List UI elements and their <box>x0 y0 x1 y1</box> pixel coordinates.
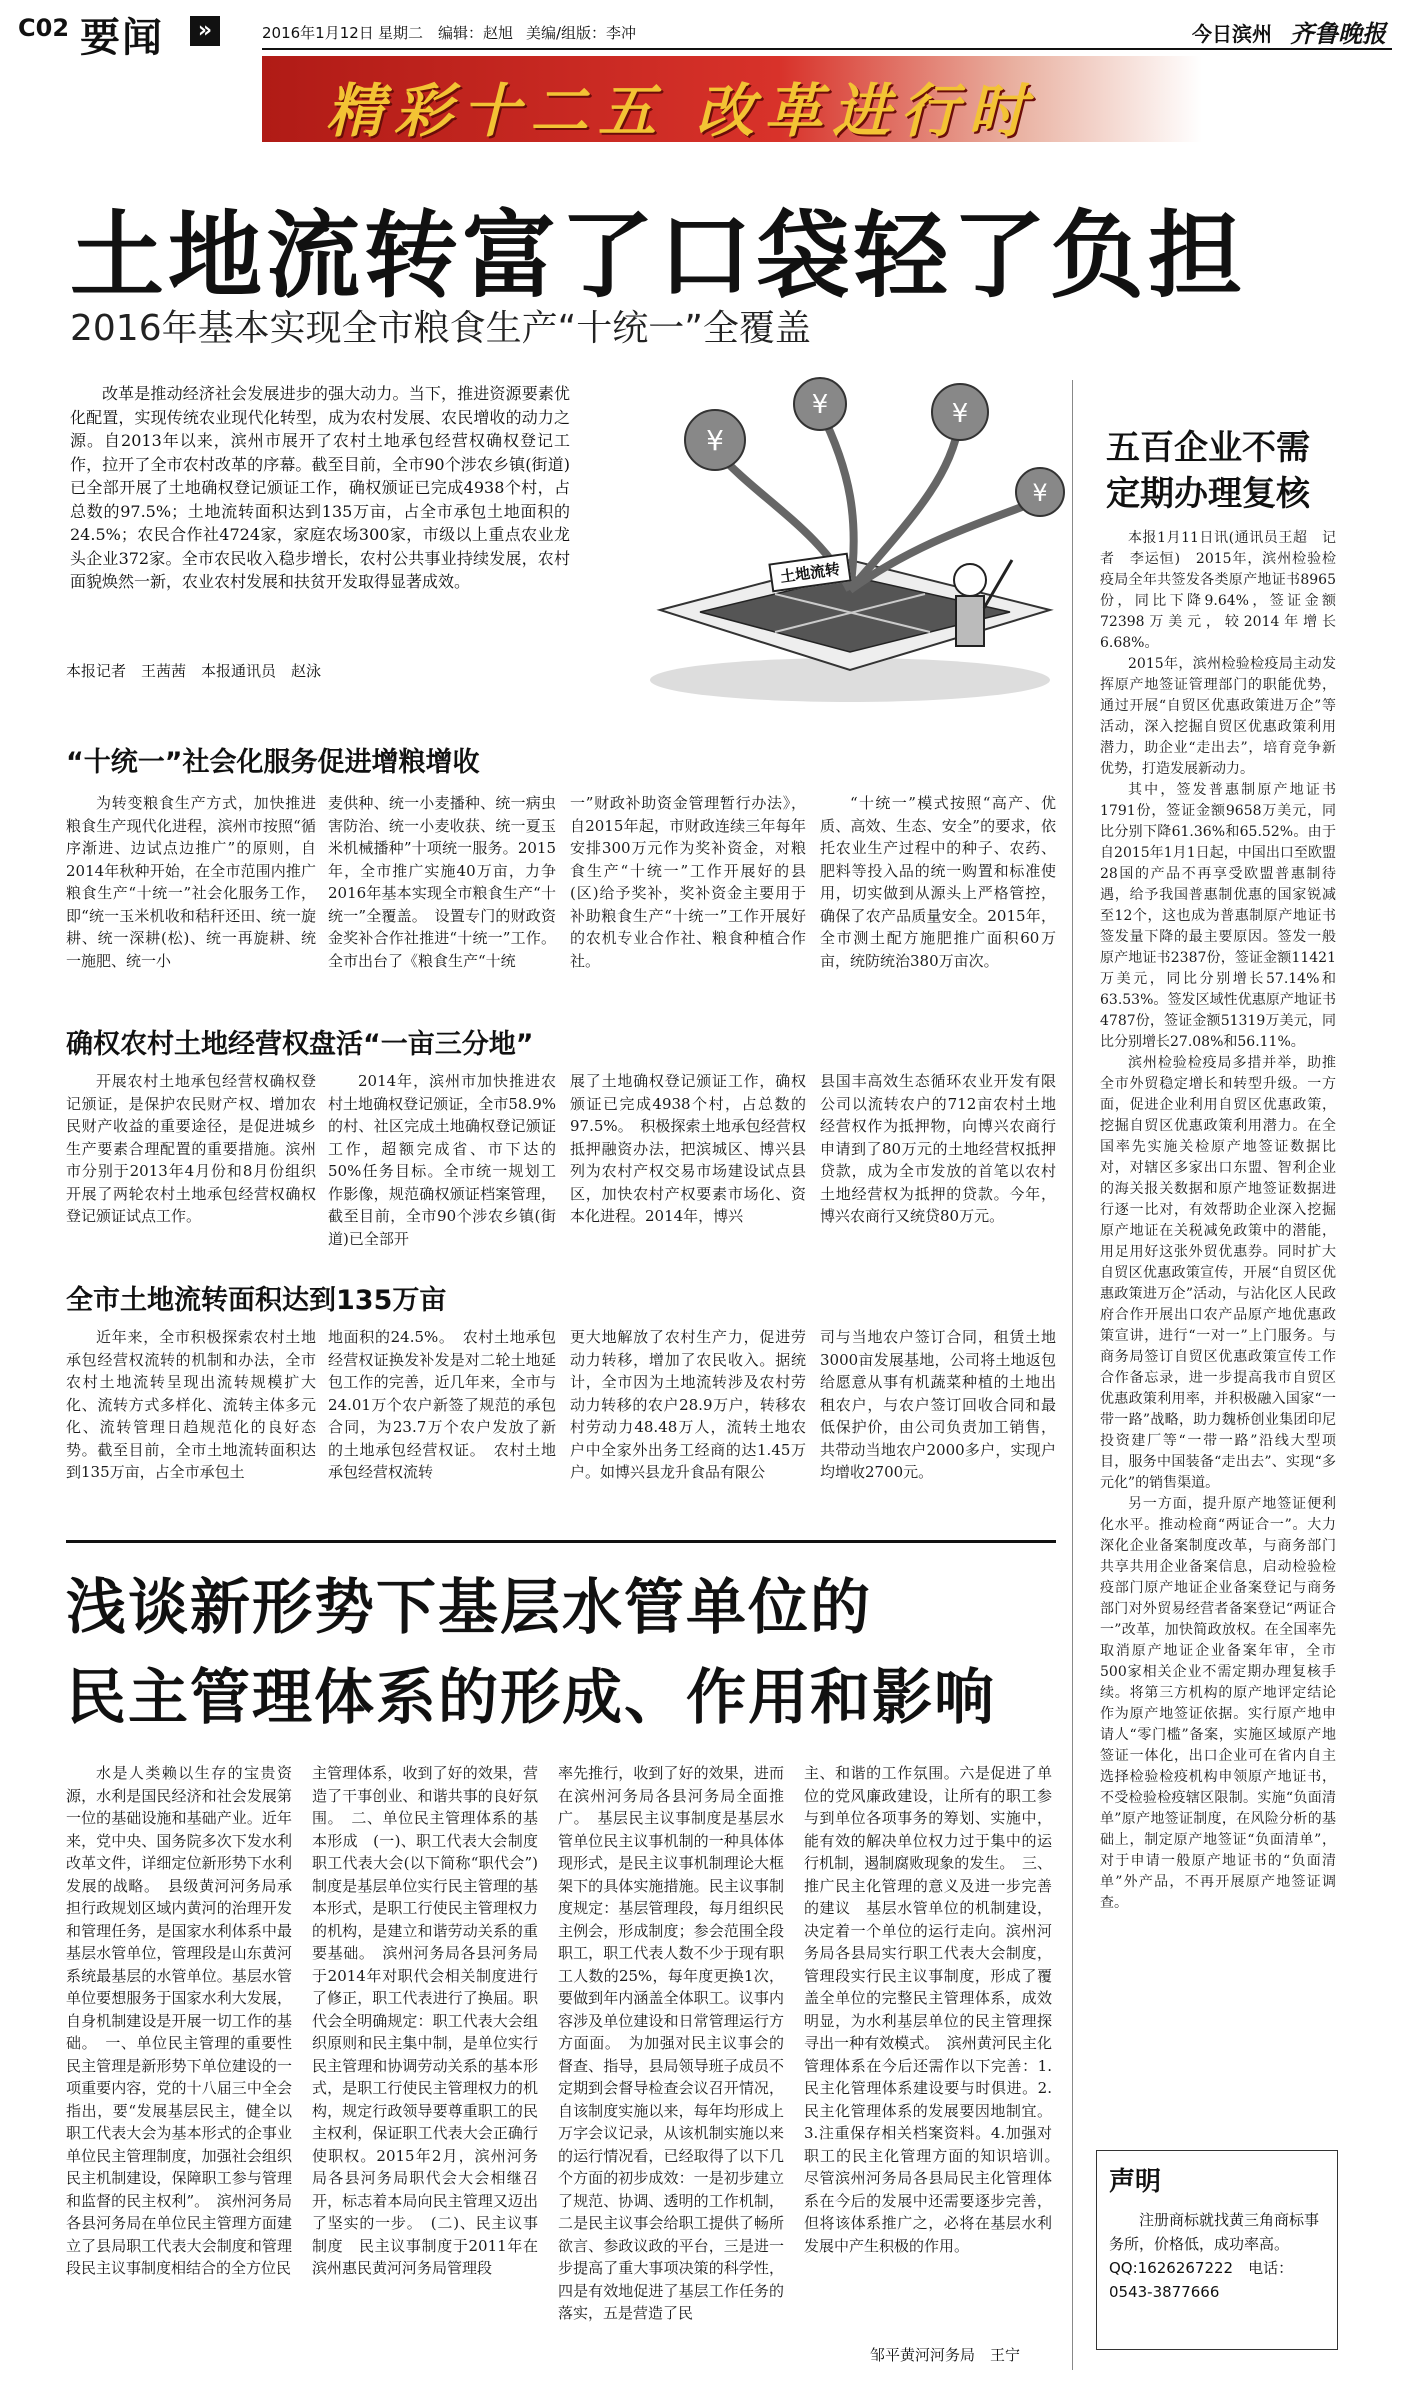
article2-col-4 <box>804 1762 1068 2338</box>
land-transfer-illustration <box>620 380 1080 710</box>
notice-body: 注册商标就找黄三角商标事务所，价格低，成功率高。QQ:1626267222 电话：0543-3877666 <box>1109 2211 1320 2301</box>
page-code: C02 <box>18 14 70 42</box>
article2-title-line2: 民主管理体系的形成、作用和影响 <box>66 1663 996 1733</box>
section1-col-3 <box>570 792 806 1012</box>
article2-text-1: 水是人类赖以生存的宝贵资源，水利是国民经济和社会发展第一位的基础设施和基础产业。近年来，党中央、国务院多次下发水利改革文件，详细定位新形势下水利发展的战略。 县级黄河河务局承担行政规划区域内黄河的治理开发和管理任务，是国家水利体系中最基层水管单位，管理段是山东黄河系统最基层的水管单位。基层水管单位要想服务于国家水利大发展，自身机制建设是开展一切工作的基础。 一、单位民主管理的重要性 民主管理是新形势下单位建设的一项重要内容，党的十八届三中全会指出，要“发展基层民主，健全以职工代表大会为基本形式的企事业单位民主管理制度，加强社会组织民主机制建设，保障职工参与管理和监督的民主权利”。 滨州河务局各县河务局在单位民主管理方面建立了县局职工代表大会制度和管理段民主议事制度相结合的全方位民 <box>66 1764 308 2277</box>
article2-text-3: 率先推行，收到了好的效果，进而在滨州河务局各县河务局全面推广。 基层民主议事制度是基层水管单位民主议事机制的一种具体体现形式，是民主议事机制理论大框架下的具体实施措施。民主议事制度规定：基层管理段，每月组织民主例会，形成制度；参会范围全段职工，职工代表人数不少于现有职工人数的25%，每年度更换1次，要做到年内涵盖全体职工。议事内容涉及单位建设和日常管理运行方方面面。 为加强对民主议事会的督查、指导，县局领导班子成员不定期到会督导检查会议召开情况，自该制度实施以来，每年均形成上万字会议记录，从该机制实施以来的运行情况看，已经取得了以下几个方面的初步成效：一是初步建立了规范、协调、透明的工作机制，二是民主议事会给职工提供了畅所欲言、参政议政的平台，三是进一步提高了重大事项决策的科学性，四是有效地促进了基层工作任务的落实，五是营造了民 <box>558 1764 784 2322</box>
masthead <box>0 0 1409 152</box>
section-arrow-icon: » <box>190 16 220 46</box>
lead-byline: 本报记者 王茜茜 本报通讯员 赵泳 <box>66 662 322 680</box>
sidebar-para-5: 另一方面，提升原产地签证便利化水平。推动检商“两证合一”。大力深化企业备案制度改革，与商务部门共享共用企业备案信息，启动检验检疫部门原产地证企业备案登记与商务部门对外贸易经营者备案登记“两证合一”改革，加快简政放权。在全国率先取消原产地证企业备案年审，全市500家相关企业不需定期办理复核手续。将第三方机构的原产地评定结论作为原产地签证依据。实行原产地申请人“零门槛”备案，实施区域原产地签证一体化，出口企业可在省内自主选择检验检疫机构申领原产地证书，不受检验检疫辖区限制。实施“负面清单”原产地签证制度，在风险分析的基础上，制定原产地签证“负面清单”，对于申请一般原产地证书的“负面清单”外产品，不再开展原产地签证调查。 <box>1100 1496 1336 1911</box>
sidebar-para-1: 本报1月11日讯(通讯员王超 记者 李运恒) 2015年，滨州检验检疫局全年共签发各类原产地证书8965份，同比下降9.64%，签证金额72398万美元，较2014年增长6.68%。 <box>1100 530 1336 651</box>
section1-col-4 <box>820 792 1056 1012</box>
section2-col-2 <box>328 1070 556 1270</box>
section1-text-4: “十统一”模式按照“高产、优质、高效、生态、安全”的要求，依托农业生产过程中的种子、农药、肥料等投入品的统一购置和标准使用，切实做到从源头上严格管控，确保了农产品质量安全。2015年，全市测土配方施肥推广面积60万亩，统防统治380万亩次。 <box>820 794 1056 970</box>
banner <box>262 56 1202 145</box>
notice-box <box>1096 2150 1338 2350</box>
lead-subtitle: 2016年基本实现全市粮食生产“十统一”全覆盖 <box>70 308 811 349</box>
section1-col-2 <box>328 792 556 1012</box>
editor-credit: 编辑：赵旭 <box>438 24 514 42</box>
section3-text-4: 司与当地农户签订合同，租赁土地3000亩发展基地，公司将土地返包给愿意从事有机蔬菜种植的土地出租农户，与农户签订回收合同和最低保护价，由公司负责加工销售，共带动当地农户2000多户，实现户均增收2700元。 <box>820 1328 1056 1481</box>
section2-col-1 <box>66 1070 316 1270</box>
section-label: 要闻 <box>80 15 164 61</box>
article2-byline: 邹平黄河河务局 王宁 <box>870 2346 1021 2364</box>
lead-title: 土地流转富了口袋轻了负担 <box>70 202 1247 311</box>
section2-heading: 确权农村土地经营权盘活“一亩三分地” <box>66 1029 534 1060</box>
masthead-rule <box>262 48 1392 50</box>
sidebar-para-3: 其中，签发普惠制原产地证书1791份，签证金额9658万美元，同比分别下降61.36%和65.52%。由于自2015年1月1日起，中国出口至欧盟28国的产品不再享受欧盟普惠制待遇，给予我国普惠制优惠的国家锐减至12个，这也成为普惠制原产地证书签发量下降的最主要原因。签发一般原产地证书2387份，签证金额11421万美元，同比分别增长57.14%和63.53%。签发区域性优惠原产地证书4787份，签证金额51319万美元，同比分别增长27.08%和56.11%。 <box>1100 782 1336 1050</box>
article2-title-line1: 浅谈新形势下基层水管单位的 <box>66 1573 872 1643</box>
section2-col-4 <box>820 1070 1056 1270</box>
sidebar-para-4: 滨州检验检疫局多措并举，助推全市外贸稳定增长和转型升级。一方面，促进企业利用自贸区优惠政策，挖掘自贸区优惠政策利用潜力。在全国率先实施关检原产地签证数据比对，对辖区多家出口东盟、智利企业的海关报关数据和原产地签证数据进行逐一比对，有效帮助企业深入挖掘原产地证在关税减免政策中的潜能，用足用好这张外贸优惠券。同时扩大自贸区优惠政策宣传，开展“自贸区优惠政策进万企”活动，与沾化区人民政府合作开展出口农产品原产地优惠政策宣讲，进行“一对一”上门服务。与商务局签订自贸区优惠政策宣传工作合作备忘录，进一步提高我市自贸区优惠政策利用率，并积极融入国家“一带一路”战略，助力魏桥创业集团印尼投资建厂等“一带一路”沿线大型项目，服务中国装备“走出去”、实现“多元化”的销售渠道。 <box>1100 1055 1336 1491</box>
article2-col-3 <box>558 1762 784 2368</box>
notice-title: 声明 <box>1109 2167 1162 2197</box>
section3-col-3 <box>570 1326 806 1526</box>
section3-heading: 全市土地流转面积达到135万亩 <box>66 1285 447 1316</box>
cartoon-drawing <box>620 380 1080 710</box>
sidebar-title-line1: 五百企业不需 <box>1106 428 1310 468</box>
illustration-sign: 土地流转 <box>768 553 851 593</box>
section1-text-3: 一”财政补助资金管理暂行办法》，自2015年起，市财政连续三年每年安排300万元作为奖补资金，对粮食生产“十统一”工作开展好的县(区)给予奖补，奖补资金主要用于补助粮食生产“十统一”工作开展好的农机专业合作社、粮食种植合作社。 <box>570 794 806 970</box>
section2-text-1: 开展农村土地承包经营权确权登记颁证，是保护农民财产权、增加农民财产收益的重要途径，是促进城乡生产要素合理配置的重要措施。滨州市分别于2013年4月份和8月份组织开展了两轮农村土地承包经营权确权登记颁证试点工作。 <box>66 1072 316 1225</box>
section2-text-3: 展了土地确权登记颁证工作，确权颁证已完成4938个村，占总数的97.5%。 积极探索土地承包经营权抵押融资办法，把滨城区、博兴县列为农村产权交易市场建设试点县区，加快农村产权要素市场化、资本化进程。2014年，博兴 <box>570 1072 806 1225</box>
issue-weekday: 星期二 <box>378 24 424 42</box>
section3-col-2 <box>328 1326 556 1526</box>
section3-text-1: 近年来，全市积极探索农村土地承包经营权流转的机制和办法，全市农村土地流转呈现出流转规模扩大化、流转方式多样化、流转主体多元化、流转管理日趋规范化的良好态势。截至目前，全市土地流转面积达到135万亩，占全市承包土 <box>66 1328 316 1481</box>
section3-col-4 <box>820 1326 1056 1526</box>
section1-text-1: 为转变粮食生产方式，加快推进粮食生产现代化进程，滨州市按照“循序渐进、边试点边推广”的原则，自2014年秋种开始，在全市范围内推广粮食生产“十统一”社会化服务工作，即“统一玉米机收和秸秆还田、统一旋耕、统一深耕(松)、统一再旋耕、统一施肥、统一小 <box>66 794 316 970</box>
article2-text-4: 主、和谐的工作氛围。六是促进了单位的党风廉政建设，让所有的职工参与到单位各项事务的筹划、实施中，能有效的解决单位权力过于集中的运行机制，遏制腐败现象的发生。 三、推广民主化管理的意义及进一步完善的建议 基层水管单位的机制建设，决定着一个单位的运行走向。滨州河务局各县局实行职工代表大会制度，管理段实行民主议事制度，形成了覆盖全单位的完整民主管理体系，成效明显，为水利基层单位的民主管理探寻出一种有效模式。 滨州黄河民主化管理体系在今后还需作以下完善：1.民主化管理体系建设要与时俱进。2.民主化管理体系的发展要因地制宜。3.注重保存相关档案资料。4.加强对职工的民主化管理方面的知识培训。 尽管滨州河务局各县局民主化管理体系在今后的发展中还需要逐步完善，但将该体系推广之，必将在基层水利发展中产生积极的作用。 <box>804 1764 1068 2255</box>
issue-date: 2016年1月12日 <box>262 24 374 42</box>
banner-text: 精彩十二五 改革进行时 <box>326 77 1037 145</box>
section1-heading: “十统一”社会化服务促进增粮增收 <box>66 747 480 778</box>
sidebar-para-2: 2015年，滨州检验检疫局主动发挥原产地签证管理部门的职能优势，通过开展“自贸区优惠政策进万企”等活动，深入挖掘自贸区优惠政策利用潜力，助企业“走出去”，培育竞争新优势，打造发展新动力。 <box>1100 656 1336 777</box>
section3-col-1 <box>66 1326 316 1526</box>
svg-text:¥: ¥ <box>706 424 724 457</box>
svg-text:¥: ¥ <box>811 390 829 420</box>
section1-text-2: 麦供种、统一小麦播种、统一病虫害防治、统一小麦收获、统一夏玉米机械播种”十项统一服务。2015年，全市推广实施40万亩，力争2016年基本实现全市粮食生产“十统一”全覆盖。 设置专门的财政资金奖补合作社推进“十统一”工作。全市出台了《粮食生产“十统 <box>328 794 556 970</box>
article2-text-2: 主管理体系，收到了好的效果，营造了干事创业、和谐共事的良好氛围。 二、单位民主管理体系的基本形成 (一)、职工代表大会制度 职工代表大会(以下简称“职代会”)制度是基层单位实行民主管理的基本形式，是职工行使民主管理权力的机构，是建立和谐劳动关系的重要基础。 滨州河务局各县河务局于2014年对职代会相关制度进行了修正，职工代表进行了换届。职代会全明确规定：职工代表大会组织原则和民主集中制，是单位实行民主管理和协调劳动关系的基本形式，是职工行使民主管理权力的机构，规定行政领导要尊重职工的民主权利，保证职工代表大会正确行使职权。2015年2月，滨州河务局各县河务局职代会大会相继召开，标志着本局向民主管理又迈出了坚实的一步。 (二)、民主议事制度 民主议事制度于2011年在滨州惠民黄河河务局管理段 <box>312 1764 554 2277</box>
section2-col-3 <box>570 1070 806 1270</box>
article2-col-2 <box>312 1762 554 2368</box>
svg-text:¥: ¥ <box>951 399 969 429</box>
paper-brand: 齐鲁晚报 <box>1290 19 1386 48</box>
section1-col-1 <box>66 792 316 1012</box>
lead-intro <box>70 382 570 644</box>
lead-intro-text: 改革是推动经济社会发展进步的强大动力。当下，推进资源要素优化配置，实现传统农业现代化转型，成为农村发展、农民增收的动力之源。自2013年以来，滨州市展开了农村土地承包经营权确权登记工作，拉开了全市农村改革的序幕。截至目前，全市90个涉农乡镇(街道)已全部开展了土地确权登记颁证工作，确权颁证已完成4938个村，占总数的97.5%；土地流转面积达到135万亩，占全市承包土地面积的24.5%；农民合作社4724家，家庭农场300家，市级以上重点农业龙头企业372家。全市农民收入稳步增长，农村公共事业持续发展，农村面貌焕然一新，农业农村发展和扶贫开发取得显著成效。 <box>70 384 570 591</box>
section3-text-3: 更大地解放了农村生产力，促进劳动力转移，增加了农民收入。据统计，全市因为土地流转涉及农村劳动力转移的农户28.9万户，转移农村劳动力48.48万人，流转土地农户中全家外出务工经商的达1.45万户。如博兴县龙升食品有限公 <box>570 1328 806 1481</box>
svg-text:¥: ¥ <box>1032 479 1048 507</box>
designer-credit: 美编/组版：李冲 <box>526 24 637 42</box>
section2-text-2: 2014年，滨州市加快推进农村土地确权登记颁证，全市58.9%的村、社区完成土地确权登记颁证工作，超额完成省、市下达的50%任务目标。全市统一规划工作影像，规范确权颁证档案管理，截至目前，全市90个涉农乡镇(街道)已全部开 <box>328 1072 556 1248</box>
section3-text-2: 地面积的24.5%。 农村土地承包经营权证换发补发是对二轮土地延包工作的完善，近几年来，全市与24.01万个农户新签了规范的承包合同，为23.7万个农户发放了新的土地承包经营权证。 农村土地承包经营权流转 <box>328 1328 556 1481</box>
sidebar-vertical-rule <box>1072 380 1073 2370</box>
section2-text-4: 县国丰高效生态循环农业开发有限公司以流转农户的712亩农村土地经营权作为抵押物，向博兴农商行申请到了80万元的土地经营权抵押贷款，成为全市发放的首笔以农村土地经营权为抵押的贷款。今年，博兴农商行又统贷80万元。 <box>820 1072 1056 1225</box>
sidebar-title-line2: 定期办理复核 <box>1106 474 1310 514</box>
paper-name: 今日滨州 <box>1192 22 1272 46</box>
sidebar-body <box>1100 528 1336 2058</box>
article2-col-1 <box>66 1762 308 2368</box>
story-divider <box>66 1540 1056 1543</box>
